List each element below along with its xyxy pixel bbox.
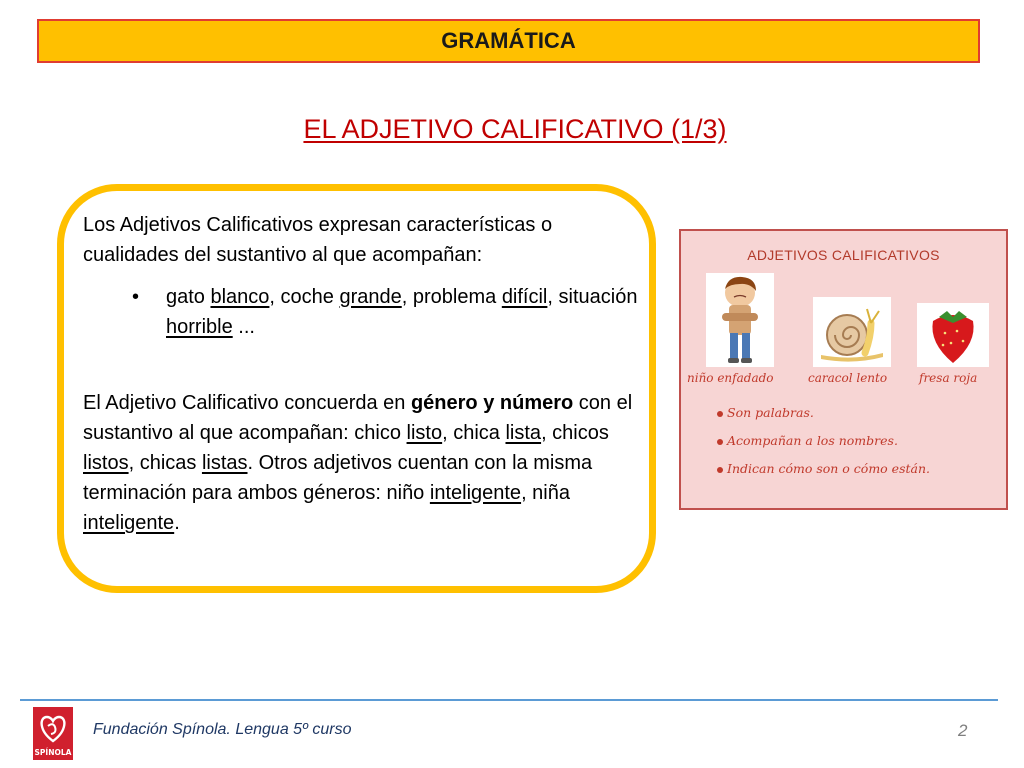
- caption-boy: niño enfadado: [687, 371, 774, 385]
- snail-image: [813, 297, 891, 367]
- example-adjective: inteligente: [429, 482, 522, 504]
- page-number: 2: [958, 721, 968, 740]
- strawberry-image: [917, 303, 989, 367]
- card-bullet: Indican cómo son o cómo están.: [717, 461, 930, 476]
- footer-text: Fundación Spínola. Lengua 5º curso: [93, 721, 352, 738]
- card-bullet: Acompañan a los nombres.: [717, 433, 898, 448]
- card-bullet: Son palabras.: [717, 405, 814, 420]
- card-title: ADJETIVOS CALIFICATIVOS: [747, 247, 940, 263]
- illustration-card: [679, 229, 1008, 510]
- caption-strawberry: fresa roja: [919, 371, 978, 385]
- definition-paragraph: Los Adjetivos Calificativos expresan características o cualidades del sustantivo al que acompañan:: [83, 214, 553, 266]
- agreement-paragraph: El Adjetivo Calificativo concuerda en género y número con el sustantivo al que acompañan: chico listo, chica lista, chicos listos, chicas listas. Otros adjetivos cuentan con la misma terminación para ambos géneros: niño inteligente, niña inteligente.: [83, 392, 633, 534]
- example-adjective: listo: [406, 422, 443, 444]
- example-adjective: horrible: [166, 316, 233, 338]
- emphasis-text: género y número: [410, 392, 574, 414]
- section-header: [37, 19, 980, 63]
- example-adjective: listas: [201, 452, 248, 474]
- section-header-label: GRAMÁTICA: [441, 28, 576, 53]
- bullet-icon: •: [132, 286, 140, 308]
- example-adjective: blanco: [210, 286, 270, 308]
- logo-text: SPÍNOLA: [34, 748, 72, 757]
- example-adjective: difícil: [501, 286, 548, 308]
- example-adjective: listos: [83, 452, 129, 474]
- slide-title: EL ADJETIVO CALIFICATIVO (1/3): [303, 114, 727, 144]
- footer-divider: [20, 699, 998, 701]
- example-adjective: inteligente: [83, 512, 175, 534]
- example-adjective: grande: [339, 286, 402, 308]
- angry-boy-image: [706, 273, 774, 367]
- caption-snail: caracol lento: [808, 371, 888, 385]
- content-text: [83, 210, 638, 538]
- foundation-logo: [33, 707, 73, 760]
- example-adjective: lista: [505, 422, 542, 444]
- examples-bullet: • gato blanco, coche grande, problema difícil, situación horrible ...: [83, 282, 638, 342]
